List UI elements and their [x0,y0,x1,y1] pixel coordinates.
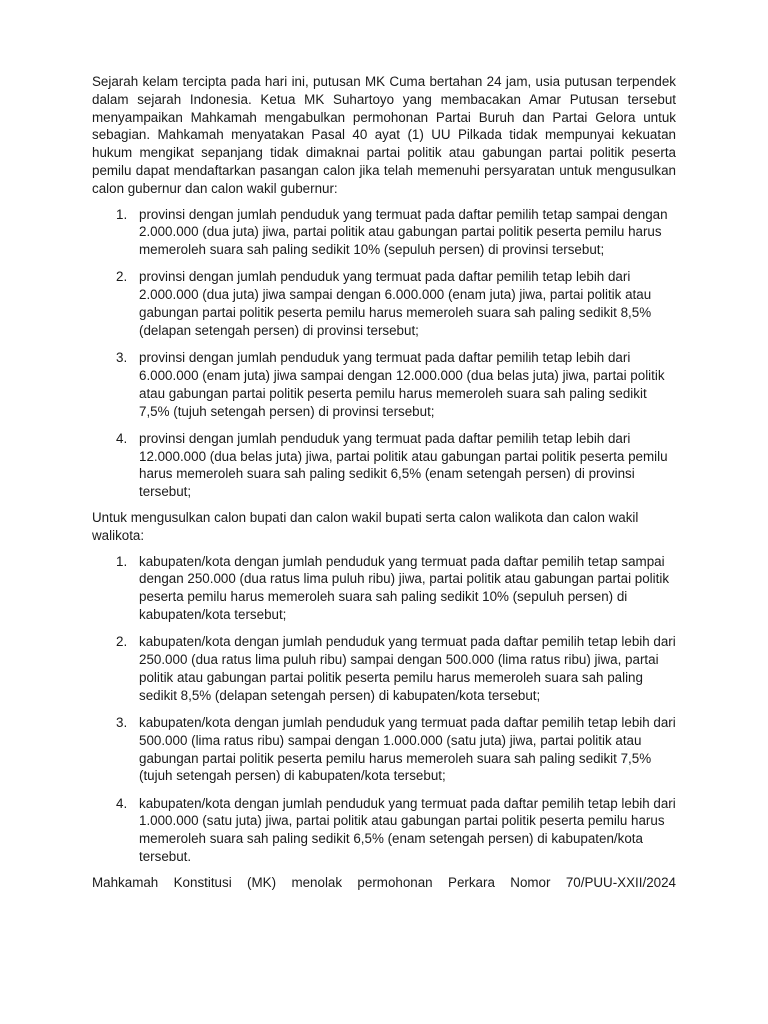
list-item [92,206,676,259]
closing-paragraph: Mahkamah Konstitusi (MK) menolak permohonan Perkara Nomor 70/PUU-XXII/2024 [92,874,676,890]
list-item-text: provinsi dengan jumlah penduduk yang termuat pada daftar pemilih tetap lebih dari 12.000.000 (dua belas juta) jiwa, partai politik atau gabungan partai politik peserta pemilu harus memeroleh suara sah paling sedikit 6,5% (enam setengah persen) di provinsi tersebut; [139,430,668,500]
list-item-number: 3. [116,715,128,730]
list-item-number: 1. [116,206,128,222]
list-item-number: 2. [116,634,128,650]
list-item [92,553,676,624]
list-item [92,633,676,704]
list-item-text: kabupaten/kota dengan jumlah penduduk yang termuat pada daftar pemilih tetap lebih dari 1.000.000 (satu juta) jiwa, partai politik atau gabungan partai politik peserta pemilu harus memeroleh suara sah paling sedikit 6,5% (enam setengah persen) di kabupaten/kota tersebut. [139,795,676,865]
list-item-text: provinsi dengan jumlah penduduk yang termuat pada daftar pemilih tetap lebih dari 6.000.000 (enam juta) jiwa sampai dengan 12.000.000 (dua belas juta) jiwa, partai politik atau gabungan partai politik peserta pemilu harus memeroleh suara sah paling sedikit 7,5% (tujuh setengah persen) di provinsi tersebut; [139,350,665,419]
list-item-text: kabupaten/kota dengan jumlah penduduk yang termuat pada daftar pemilih tetap lebih dari 250.000 (dua ratus lima puluh ribu) sampai dengan 500.000 (lima ratus ribu) jiwa, partai politik atau gabungan partai politik peserta pemilu harus memeroleh suara sah paling sedikit 8,5% (delapan setengah persen) di kabupaten/kota tersebut; [139,634,676,703]
list-item [92,268,676,339]
list-item-text: provinsi dengan jumlah penduduk yang termuat pada daftar pemilih tetap sampai dengan 2.000.000 (dua juta) jiwa, partai politik atau gabungan partai politik peserta pemilu harus memeroleh suara sah paling sedikit 10% (sepuluh persen) di provinsi tersebut; [139,206,668,258]
list-item-number: 3. [116,350,128,366]
list-item [92,714,676,785]
gubernur-requirements-list [92,206,676,501]
list-item-number: 2. [116,269,128,285]
list-item [92,430,676,501]
list-item-text: provinsi dengan jumlah penduduk yang termuat pada daftar pemilih tetap lebih dari 2.000.000 (dua juta) jiwa sampai dengan 6.000.000 (enam juta) jiwa, partai politik atau gabungan partai politik peserta pemilu harus memeroleh suara sah paling sedikit 8,5% (delapan setengah persen) di provinsi tersebut; [139,269,652,338]
document-page [92,73,676,892]
list-item-number: 4. [116,430,128,446]
list-item [92,349,676,420]
list-item-text: kabupaten/kota dengan jumlah penduduk yang termuat pada daftar pemilih tetap sampai dengan 250.000 (dua ratus lima puluh ribu) jiwa, partai politik atau gabungan partai politik peserta pemilu harus memeroleh suara sah paling sedikit 10% (sepuluh persen) di kabupaten/kota tersebut; [139,553,670,623]
bupati-requirements-list [92,553,676,866]
list-item-text: kabupaten/kota dengan jumlah penduduk yang termuat pada daftar pemilih tetap lebih dari 500.000 (lima ratus ribu) sampai dengan 1.000.000 (satu juta) jiwa, partai politik atau gabungan partai politik peserta pemilu harus memeroleh suara sah paling sedikit 7,5% (tujuh setengah persen) di kabupaten/kota tersebut; [139,715,676,784]
list-item-number: 1. [116,553,128,569]
list-item-number: 4. [116,795,128,811]
bupati-intro-paragraph: Untuk mengusulkan calon bupati dan calon wakil bupati serta calon walikota dan calon wakil walikota: [92,510,639,543]
intro-paragraph: Sejarah kelam tercipta pada hari ini, putusan MK Cuma bertahan 24 jam, usia putusan terpendek dalam sejarah Indonesia. Ketua MK Suhartoyo yang membacakan Amar Putusan tersebut menyampaikan Mahkamah mengabulkan permohonan Partai Buruh dan Partai Gelora untuk sebagian. Mahkamah menyatakan Pasal 40 ayat (1) UU Pilkada tidak mempunyai kekuatan hukum mengikat sepanjang tidak dimaknai partai politik atau gabungan partai politik peserta pemilu dapat mendaftarkan pasangan calon jika telah memenuhi persyaratan untuk mengusulkan calon gubernur dan calon wakil gubernur: [92,74,676,196]
list-item [92,795,676,866]
